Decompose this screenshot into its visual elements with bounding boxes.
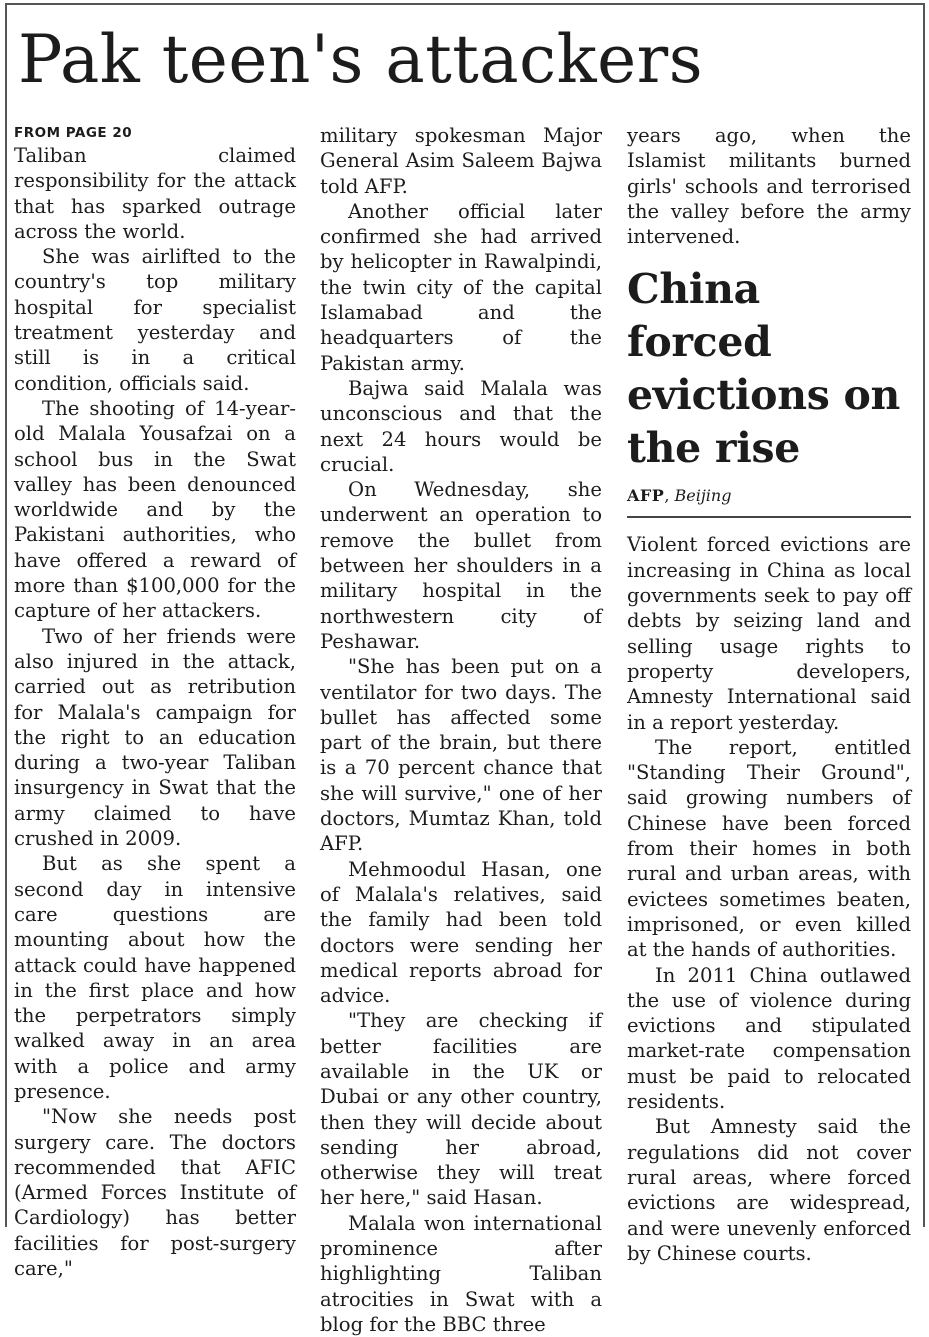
byline: AFP, Beijing (627, 485, 911, 518)
continuation-label: FROM PAGE 20 (14, 125, 133, 141)
side-story-paragraph: The report, entitled "Standing Their Ground", said growing numbers of Chinese have been forced from their homes in both rural and urban areas, with evictees sometimes beaten, imprisoned, or even killed at the hands of authorities. (627, 735, 911, 962)
article-paragraph: But as she spent a second day in intensive care questions are mounting about how the attack could have happened in the first place and how the perpetrators simply walked away in an area with a police and army presence. (14, 852, 296, 1103)
article-paragraph: On Wednesday, she underwent an operation to remove the bullet from between her shoulders in a military hospital in the northwestern city of Peshawar. (320, 478, 602, 653)
byline-city: Beijing (674, 486, 732, 506)
article-paragraph: The shooting of 14-year-old Malala Yousafzai on a school bus in the Swat valley has been denounced worldwide and by the Pakistani authorities, who have offered a reward of more than $100,000 for the capture of her attackers. (14, 396, 296, 623)
main-headline: Pak teen's attackers (18, 21, 704, 98)
column-1 (14, 123, 296, 1281)
article-paragraph: Another official later confirmed she had arrived by helicopter in Rawalpindi, the twin city of the capital Islamabad and the headquarters of the Pakistan army. (320, 199, 602, 375)
article-paragraph: Bajwa said Malala was unconscious and that the next 24 hours would be crucial. (320, 376, 602, 476)
column-3 (627, 123, 911, 1266)
article-paragraph: "She has been put on a ventilator for two days. The bullet has affected some part of the brain, but there is a 70 percent chance that she will survive," one of her doctors, Mumtaz Khan, told AFP. (320, 655, 602, 856)
article-paragraph: She was airlifted to the country's top military hospital for specialist treatment yesterday and still is in a critical condition, officials said. (14, 245, 296, 395)
column-2 (320, 123, 602, 1337)
side-story-paragraph: Violent forced evictions are increasing in China as local governments seek to pay off debts by seizing land and selling usage rights to property developers, Amnesty International said in a report yesterday. (627, 533, 911, 734)
side-story-paragraph: But Amnesty said the regulations did not cover rural areas, where forced evictions are widespread, and were unevenly enforced by Chinese courts. (627, 1115, 911, 1265)
article-paragraph: Malala won international prominence after highlighting Taliban atrocities in Swat with a blog for the BBC three (320, 1211, 602, 1336)
side-story-paragraph: In 2011 China outlawed the use of violence during evictions and stipulated market-rate compensation must be paid to relocated residents. (627, 963, 911, 1114)
byline-agency: AFP (627, 486, 665, 506)
article-paragraph: "They are checking if better facilities are available in the UK or Dubai or any other country, then they will decide about sending her abroad, otherwise they will treat her here," said Hasan. (320, 1009, 602, 1210)
article-paragraph: Two of her friends were also injured in the attack, carried out as retribution for Malala's campaign for the right to an education during a two-year Taliban insurgency in Swat that the army claimed to have crushed in 2009. (14, 624, 296, 851)
article-paragraph: military spokesman Major General Asim Saleem Bajwa told AFP. (320, 124, 602, 198)
article-paragraph: years ago, when the Islamist militants burned girls' schools and terrorised the valley before the army intervened. (627, 124, 911, 249)
article-paragraph: Mehmoodul Hasan, one of Malala's relatives, said the family had been told doctors were sending her medical reports abroad for advice. (320, 857, 602, 1008)
side-story-headline: China forced evictions on the rise (627, 265, 901, 473)
article-paragraph: "Now she needs post surgery care. The doctors recommended that AFIC (Armed Forces Institute of Cardiology) has better facilities for post-surgery care," (14, 1105, 296, 1281)
article-paragraph: Taliban claimed responsibility for the attack that has sparked outrage across the world. (14, 144, 296, 243)
